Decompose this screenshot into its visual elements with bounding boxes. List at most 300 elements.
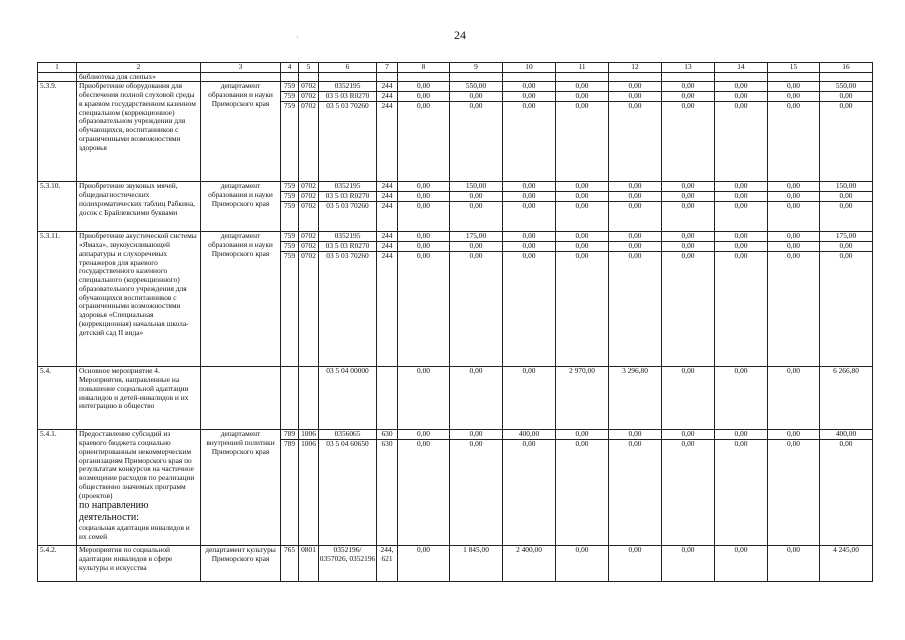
amount-value: 0,00 [768, 182, 819, 192]
amount-value: 0,00 [522, 201, 536, 211]
row-description [77, 182, 201, 232]
amount-value: 0,00 [469, 201, 483, 211]
amount-value: 0,00 [787, 101, 800, 111]
code-value: 03 5 03 R0270 [319, 92, 376, 102]
amount-value: 0,00 [417, 251, 430, 261]
amount-cell [503, 430, 556, 546]
description-text-tail: социальная адаптация инвалидов и их семей [79, 522, 190, 541]
code-value: 03 5 03 70260 [326, 201, 369, 211]
cell-name: библиотека для слепых» [77, 72, 201, 82]
code-value [281, 367, 298, 376]
amount-value: 0,00 [556, 242, 608, 252]
header-cell: 16 [820, 63, 873, 73]
amount-value: 400,00 [820, 430, 872, 440]
code-value [299, 367, 318, 376]
code-cell-c5 [299, 182, 319, 232]
amount-cell [556, 232, 609, 367]
header-cell: 12 [609, 63, 662, 73]
amount-value: 150,00 [820, 182, 872, 192]
amount-value: 0,00 [469, 251, 483, 261]
cell-empty [299, 72, 319, 82]
code-value: 0702 [299, 182, 318, 192]
amount-value: 550,00 [450, 82, 502, 92]
table-row [38, 182, 873, 232]
amount-cell [503, 546, 556, 582]
code-cell-c6 [319, 430, 377, 546]
table-row [38, 232, 873, 367]
row-description [77, 82, 201, 182]
row-responsible: департамент образования и науки Приморского края [201, 182, 281, 232]
amount-value: 0,00 [715, 232, 767, 242]
code-cell-c5 [299, 232, 319, 367]
amount-cell [715, 232, 768, 367]
code-value: 03 5 03 R0270 [319, 192, 376, 202]
code-value: 759 [283, 251, 296, 261]
amount-value: 0,00 [681, 366, 695, 376]
amount-value: 0,00 [469, 366, 483, 376]
code-value: 244 [381, 251, 393, 261]
cell-empty [398, 72, 450, 82]
amount-cell [450, 430, 503, 546]
code-cell-c4 [281, 82, 299, 182]
row-number: 5.3.10. [38, 182, 77, 232]
amount-cell [556, 367, 609, 430]
amount-value: 0,00 [628, 251, 642, 261]
amount-value: 0,00 [609, 192, 661, 202]
code-value: 759 [281, 82, 298, 92]
code-value: 244, 621 [380, 545, 394, 564]
row-responsible: департамент образования и науки Приморского края [201, 232, 281, 367]
header-cell: 8 [398, 63, 450, 73]
amount-value: 2 970,00 [569, 366, 595, 376]
amount-value: 400,00 [503, 430, 555, 440]
amount-value: 0,00 [662, 242, 714, 252]
code-cell-c7 [377, 232, 398, 367]
amount-value: 0,00 [662, 82, 714, 92]
amount-value: 0,00 [609, 182, 661, 192]
amount-cell [715, 82, 768, 182]
cell-empty [281, 72, 299, 82]
amount-value: 0,00 [787, 201, 800, 211]
amount-value: 0,00 [628, 439, 642, 449]
amount-cell [662, 430, 715, 546]
row-number: 5.4.2. [38, 546, 77, 582]
amount-cell [662, 82, 715, 182]
amount-value: 0,00 [522, 366, 536, 376]
amount-value: 0,00 [398, 430, 449, 440]
amount-value: 0,00 [681, 251, 695, 261]
amount-value: 0,00 [734, 251, 748, 261]
table-row [38, 430, 873, 546]
cell-empty [556, 72, 609, 82]
amount-value: 0,00 [556, 182, 608, 192]
amount-value: 0,00 [768, 92, 819, 102]
code-value: 759 [283, 201, 296, 211]
code-cell-c5 [299, 546, 319, 582]
amount-cell [768, 82, 820, 182]
code-value: 0702 [299, 232, 318, 242]
code-value: 0702 [299, 82, 318, 92]
table-row [38, 82, 873, 182]
amount-value: 0,00 [398, 232, 449, 242]
amount-value: 0,00 [609, 232, 661, 242]
amount-value: 0,00 [556, 92, 608, 102]
amount-value: 0,00 [662, 92, 714, 102]
amount-value: 0,00 [556, 430, 608, 440]
amount-value: 0,00 [575, 201, 589, 211]
code-cell-c6 [319, 182, 377, 232]
amount-cell [556, 430, 609, 546]
description-text: Основное мероприятие 4. Мероприятия, направленные на повышение социальной адаптации инвалидов и детей-инвалидов и их интеграцию в общество [79, 366, 189, 411]
description-text: Предоставление субсидий из краевого бюджета социально ориентированным некоммерческим организациям Приморского края по результатам конкурсов на частичное возмещение расходов по реализации общественно значимых программ (проектов) [79, 429, 195, 500]
amount-value: 0,00 [398, 192, 449, 202]
description-text: Приобретение оборудования для обеспечения полной слуховой среды в краевом государственном казенном специальном (коррекционное) образовательном учреждении для обучающихся, воспитанников с ограниченными возможностями здоровья [79, 81, 196, 152]
header-cell: 7 [377, 63, 398, 73]
code-value: 03 5 04 00000 [326, 366, 369, 376]
amount-value: 0,00 [575, 545, 589, 555]
code-value: 759 [281, 242, 298, 252]
code-cell-c7 [377, 82, 398, 182]
code-cell-c5 [299, 367, 319, 430]
amount-value: 0,00 [450, 430, 502, 440]
amount-value: 0,00 [734, 366, 748, 376]
amount-value: 0,00 [575, 439, 589, 449]
row-number: 5.3.9. [38, 82, 77, 182]
header-cell: 4 [281, 63, 299, 73]
code-value: 630 [381, 439, 393, 449]
amount-cell [398, 546, 450, 582]
row-number: 5.4.1. [38, 430, 77, 546]
amount-cell [450, 546, 503, 582]
header-cell: 10 [503, 63, 556, 73]
code-value: 1006 [299, 430, 318, 440]
amount-value: 0,00 [787, 366, 800, 376]
code-value: 0702 [299, 192, 318, 202]
code-cell-c7 [377, 182, 398, 232]
amount-value: 0,00 [609, 82, 661, 92]
amount-cell [820, 546, 873, 582]
row-description [77, 430, 201, 546]
header-cell: 6 [319, 63, 377, 73]
amount-value: 0,00 [787, 545, 800, 555]
amount-cell [715, 182, 768, 232]
scan-dot: · [296, 33, 299, 42]
code-value: 244 [377, 182, 397, 192]
header-cell: 1 [38, 63, 77, 73]
amount-value: 0,00 [715, 92, 767, 102]
amount-value: 0,00 [503, 182, 555, 192]
code-cell-c4 [281, 182, 299, 232]
amount-value: 0,00 [715, 82, 767, 92]
code-value: 789 [281, 430, 298, 440]
amount-value: 0,00 [417, 439, 430, 449]
code-value: 759 [281, 192, 298, 202]
row-description [77, 367, 201, 430]
amount-value: 0,00 [820, 92, 872, 102]
amount-value: 0,00 [662, 192, 714, 202]
amount-value: 0,00 [556, 192, 608, 202]
amount-value: 0,00 [503, 192, 555, 202]
amount-cell [768, 182, 820, 232]
header-row [38, 63, 873, 73]
cell-empty [503, 72, 556, 82]
code-value: 0702 [299, 242, 318, 252]
code-value: 759 [281, 232, 298, 242]
code-value: 03 5 03 70260 [326, 251, 369, 261]
amount-cell [398, 82, 450, 182]
code-value: 0702 [301, 101, 316, 111]
amount-cell [662, 367, 715, 430]
code-value: 759 [283, 101, 296, 111]
amount-value: 0,00 [450, 242, 502, 252]
code-cell-c7 [377, 546, 398, 582]
amount-value: 0,00 [609, 242, 661, 252]
code-value: 630 [377, 430, 397, 440]
amount-value: 0,00 [681, 201, 695, 211]
amount-cell [398, 367, 450, 430]
amount-value: 0,00 [398, 82, 449, 92]
amount-value: 0,00 [768, 242, 819, 252]
amount-value: 0,00 [681, 101, 695, 111]
cell-empty [662, 72, 715, 82]
code-cell-c7 [377, 430, 398, 546]
code-value: 0352195 [319, 182, 376, 192]
amount-value: 0,00 [575, 251, 589, 261]
code-cell-c5 [299, 82, 319, 182]
code-value: 1006 [301, 439, 316, 449]
cell-empty [768, 72, 820, 82]
code-cell-c6 [319, 367, 377, 430]
amount-value: 4 245,00 [833, 545, 859, 555]
amount-cell [820, 232, 873, 367]
continuation-row [38, 72, 873, 82]
amount-value: 0,00 [768, 430, 819, 440]
amount-value: 0,00 [681, 545, 695, 555]
code-cell-c6 [319, 546, 377, 582]
amount-value: 0,00 [417, 101, 430, 111]
amount-cell [820, 367, 873, 430]
code-value: 765 [283, 545, 296, 555]
amount-cell [556, 82, 609, 182]
amount-value: 175,00 [820, 232, 872, 242]
cell-empty [201, 72, 281, 82]
amount-value: 0,00 [469, 101, 483, 111]
row-responsible: департамент культуры Приморского края [201, 546, 281, 582]
cell-empty [820, 72, 873, 82]
code-value: 244 [377, 92, 397, 102]
code-value: 0352195 [319, 232, 376, 242]
amount-cell [503, 182, 556, 232]
amount-value: 0,00 [469, 439, 483, 449]
amount-value: 0,00 [628, 101, 642, 111]
row-number: 5.4. [38, 367, 77, 430]
amount-cell [768, 430, 820, 546]
row-responsible: департамент внутренней политики Приморского края [201, 430, 281, 546]
row-number: 5.3.11. [38, 232, 77, 367]
amount-value: 0,00 [503, 232, 555, 242]
amount-value: 0,00 [609, 430, 661, 440]
amount-cell [503, 232, 556, 367]
amount-value: 0,00 [662, 232, 714, 242]
amount-cell [715, 546, 768, 582]
amount-value: 2 400,00 [516, 545, 542, 555]
amount-value: 0,00 [628, 545, 642, 555]
amount-value: 0,00 [522, 251, 536, 261]
code-value: 244 [377, 82, 397, 92]
code-cell-c4 [281, 430, 299, 546]
code-value: 03 5 03 70260 [326, 101, 369, 111]
code-value: 0352196/ 0357026, 0352196 [319, 545, 376, 564]
budget-table [37, 62, 873, 582]
code-cell-c7 [377, 367, 398, 430]
amount-cell [450, 367, 503, 430]
amount-cell [556, 546, 609, 582]
code-value: 03 5 04 60650 [326, 439, 369, 449]
amount-value: 0,00 [734, 201, 748, 211]
amount-cell [609, 182, 662, 232]
page-number: 24 [454, 28, 466, 42]
header-cell: 5 [299, 63, 319, 73]
amount-value: 0,00 [715, 182, 767, 192]
amount-value: 0,00 [450, 192, 502, 202]
code-value: 244 [377, 192, 397, 202]
amount-value: 0,00 [787, 251, 800, 261]
amount-value: 6 266,80 [833, 366, 859, 376]
amount-cell [398, 182, 450, 232]
row-description [77, 546, 201, 582]
amount-value: 0,00 [609, 92, 661, 102]
amount-value: 0,00 [839, 251, 853, 261]
amount-cell [503, 367, 556, 430]
amount-value: 0,00 [556, 232, 608, 242]
amount-cell [662, 232, 715, 367]
header-cell: 9 [450, 63, 503, 73]
code-value: 759 [281, 182, 298, 192]
amount-value: 0,00 [734, 101, 748, 111]
row-responsible [201, 367, 281, 430]
cell-empty [450, 72, 503, 82]
header-cell: 14 [715, 63, 768, 73]
amount-cell [450, 182, 503, 232]
amount-cell [715, 367, 768, 430]
code-cell-c6 [319, 232, 377, 367]
amount-value: 0,00 [734, 545, 748, 555]
code-value: 244 [377, 232, 397, 242]
table-row [38, 367, 873, 430]
amount-value: 175,00 [450, 232, 502, 242]
code-value: 244 [381, 201, 393, 211]
amount-value: 0,00 [787, 439, 800, 449]
amount-value: 0,00 [839, 101, 853, 111]
amount-cell [398, 232, 450, 367]
amount-cell [768, 367, 820, 430]
amount-value: 0,00 [715, 192, 767, 202]
header-cell: 13 [662, 63, 715, 73]
amount-value: 1 845,00 [463, 545, 489, 555]
cell-empty [715, 72, 768, 82]
code-value: 789 [283, 439, 296, 449]
amount-value: 0,00 [450, 92, 502, 102]
description-text: Приобретение звуковых мячей, общедиагностических полихроматических таблиц Рабкина, досок с Брайлевскими буквами [79, 181, 195, 217]
amount-value: 0,00 [768, 232, 819, 242]
amount-value: 0,00 [768, 82, 819, 92]
amount-cell [715, 430, 768, 546]
amount-value: 0,00 [556, 82, 608, 92]
amount-value: 0,00 [417, 545, 430, 555]
code-cell-c6 [319, 82, 377, 182]
amount-cell [768, 546, 820, 582]
amount-value: 550,00 [820, 82, 872, 92]
code-value: 759 [281, 92, 298, 102]
amount-value: 0,00 [768, 192, 819, 202]
amount-value: 0,00 [398, 182, 449, 192]
amount-cell [662, 546, 715, 582]
amount-value: 0,00 [522, 439, 536, 449]
amount-value: 3 296,80 [622, 366, 648, 376]
header-cell: 15 [768, 63, 820, 73]
amount-value: 0,00 [503, 82, 555, 92]
cell-empty [319, 72, 377, 82]
description-text: Мероприятия по социальной адаптации инвалидов в сфере культуры и искусства [79, 545, 173, 572]
header-cell: 11 [556, 63, 609, 73]
amount-value: 0,00 [820, 192, 872, 202]
amount-value: 0,00 [628, 201, 642, 211]
code-value: 0356065 [319, 430, 376, 440]
code-value: 244 [381, 101, 393, 111]
amount-value: 0,00 [839, 201, 853, 211]
code-value: 0702 [301, 251, 316, 261]
amount-cell [609, 232, 662, 367]
amount-cell [820, 430, 873, 546]
amount-cell [398, 430, 450, 546]
amount-cell [768, 232, 820, 367]
code-value: 03 5 03 R0270 [319, 242, 376, 252]
code-cell-c4 [281, 367, 299, 430]
row-responsible: департамент образования и науки Приморского края [201, 82, 281, 182]
amount-value: 0,00 [398, 92, 449, 102]
code-value: 0702 [301, 201, 316, 211]
amount-value: 0,00 [820, 242, 872, 252]
amount-value: 0,00 [681, 439, 695, 449]
description-direction: по направлению деятельности: [79, 500, 149, 524]
cell-num [38, 72, 77, 82]
amount-value: 0,00 [417, 366, 430, 376]
code-cell-c4 [281, 546, 299, 582]
row-description [77, 232, 201, 367]
amount-value: 0,00 [417, 201, 430, 211]
code-value: 0801 [301, 545, 316, 555]
code-cell-c4 [281, 232, 299, 367]
code-value: 244 [377, 242, 397, 252]
amount-value: 0,00 [575, 101, 589, 111]
code-value: 0702 [299, 92, 318, 102]
cell-empty [609, 72, 662, 82]
code-value: 0352195 [319, 82, 376, 92]
amount-value: 0,00 [662, 182, 714, 192]
amount-cell [609, 82, 662, 182]
amount-cell [450, 82, 503, 182]
amount-value: 0,00 [398, 242, 449, 252]
amount-cell [503, 82, 556, 182]
amount-value: 0,00 [522, 101, 536, 111]
amount-cell [609, 430, 662, 546]
amount-value: 0,00 [715, 242, 767, 252]
amount-cell [556, 182, 609, 232]
amount-value: 0,00 [503, 242, 555, 252]
header-cell: 2 [77, 63, 201, 73]
header-cell: 3 [201, 63, 281, 73]
amount-value: 0,00 [839, 439, 853, 449]
